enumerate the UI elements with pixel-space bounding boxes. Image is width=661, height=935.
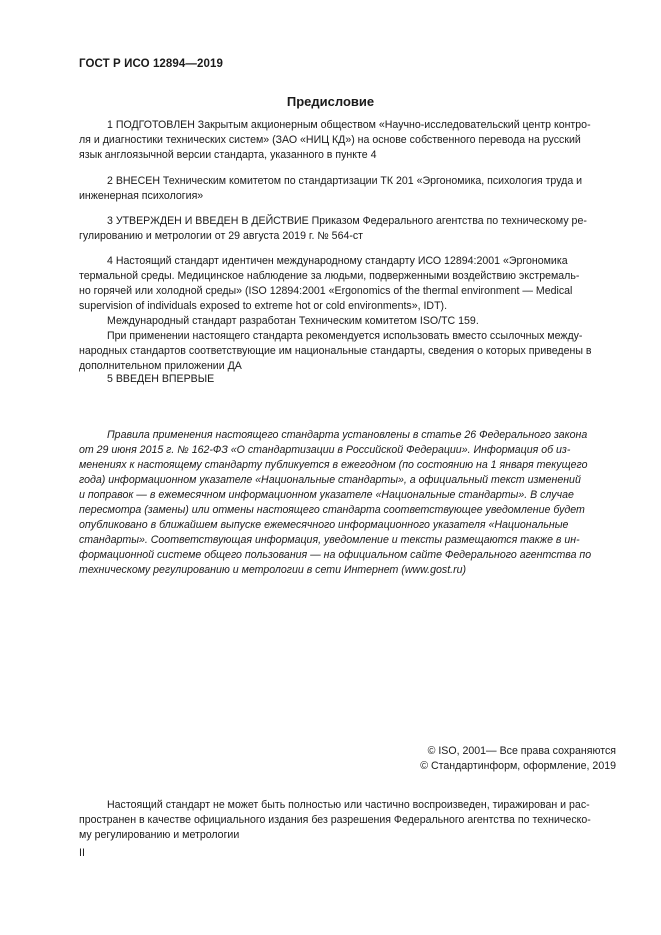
text-line: 3 УТВЕРЖДЕН И ВВЕДЕН В ДЕЙСТВИЕ Приказом Федерального агентства по техническому ре- bbox=[107, 215, 587, 227]
text-line: термальной среды. Медицинское наблюдение за людьми, подверженными воздействию экстремаль- bbox=[79, 270, 580, 282]
text-line: техническому регулированию и метрологии в сети Интернет (www.gost.ru) bbox=[79, 564, 467, 576]
text-line: ля и диагностики технических систем» (ЗАО «НИЦ КД») на основе собственного перевода на русский bbox=[79, 134, 581, 146]
text-line: менениях к настоящему стандарту публикуется в ежегодном (по состоянию на 1 января текущего bbox=[79, 459, 588, 471]
text-line: опубликовано в ближайшем выпуске ежемесячного информационного указателя «Национальные bbox=[79, 519, 569, 531]
text-line: от 29 июня 2015 г. № 162-ФЗ «О стандартизации в Российской Федерации». Информация об из- bbox=[79, 444, 571, 456]
text-line: но горячей или холодной среды» (ISO 12894:2001 «Ergonomics of the thermal environment — Medical bbox=[79, 285, 573, 297]
page-number: II bbox=[79, 847, 85, 859]
text-line: 5 ВВЕДЕН ВПЕРВЫЕ bbox=[107, 373, 215, 385]
disclaimer-paragraph bbox=[79, 798, 616, 843]
item-2 bbox=[79, 174, 616, 204]
copyright-iso: © ISO, 2001— Все права сохраняются bbox=[427, 745, 616, 757]
item-3 bbox=[79, 214, 616, 244]
copyright-block bbox=[420, 744, 616, 774]
item-4 bbox=[79, 254, 616, 374]
text-line: дополнительном приложении ДА bbox=[79, 360, 242, 372]
text-line: Международный стандарт разработан Техническим комитетом ISO/TC 159. bbox=[107, 315, 479, 327]
text-line: формационной системе общего пользования — на официальном сайте Федерального агентства по bbox=[79, 549, 592, 561]
text-line: 4 Настоящий стандарт идентичен международному стандарту ИСО 12894:2001 «Эргономика bbox=[107, 255, 568, 267]
item-1 bbox=[79, 118, 616, 163]
item-5 bbox=[79, 372, 616, 387]
text-line: стандарты». Соответствующая информация, уведомление и тексты размещаются также в ин- bbox=[79, 534, 580, 546]
text-line: и поправок — в ежемесячном информационном указателе «Национальные стандарты». В случае bbox=[79, 489, 574, 501]
text-line: Настоящий стандарт не может быть полностью или частично воспроизведен, тиражирован и рас- bbox=[107, 799, 590, 811]
text-line: народных стандартов соответствующие им национальные стандарты, сведения о которых приведены в bbox=[79, 345, 592, 357]
text-line: 2 ВНЕСЕН Техническим комитетом по стандартизации ТК 201 «Эргономика, психология труда и bbox=[107, 175, 583, 187]
text-line: 1 ПОДГОТОВЛЕН Закрытым акционерным обществом «Научно-исследовательский центр контро- bbox=[107, 119, 591, 131]
text-line: Правила применения настоящего стандарта установлены в статье 26 Федерального закона bbox=[107, 429, 588, 441]
text-line: инженерная психология» bbox=[79, 190, 204, 202]
text-line: гулированию и метрологии от 29 августа 2019 г. № 564-ст bbox=[79, 230, 364, 242]
text-line: язык англоязычной версии стандарта, указанного в пункте 4 bbox=[79, 149, 377, 161]
text-line: года) информационном указателе «Национальные стандарты», а официальный текст изменений bbox=[79, 474, 581, 486]
text-line: При применении настоящего стандарта рекомендуется использовать вместо ссылочных между- bbox=[107, 330, 583, 342]
text-line: пространен в качестве официального издания без разрешения Федерального агентства по техническо- bbox=[79, 814, 591, 826]
copyright-standartinform: © Стандартинформ, оформление, 2019 bbox=[420, 760, 616, 772]
notice-paragraph bbox=[79, 428, 616, 578]
page-title: Предисловие bbox=[286, 94, 375, 109]
text-line: му регулированию и метрологии bbox=[79, 829, 240, 841]
text-line: пересмотра (замены) или отмены настоящего стандарта соответствующее уведомление будет bbox=[79, 504, 585, 516]
standard-code: ГОСТ Р ИСО 12894—2019 bbox=[79, 58, 224, 70]
text-line: supervision of individuals exposed to extreme hot or cold environments», IDT). bbox=[79, 300, 448, 312]
